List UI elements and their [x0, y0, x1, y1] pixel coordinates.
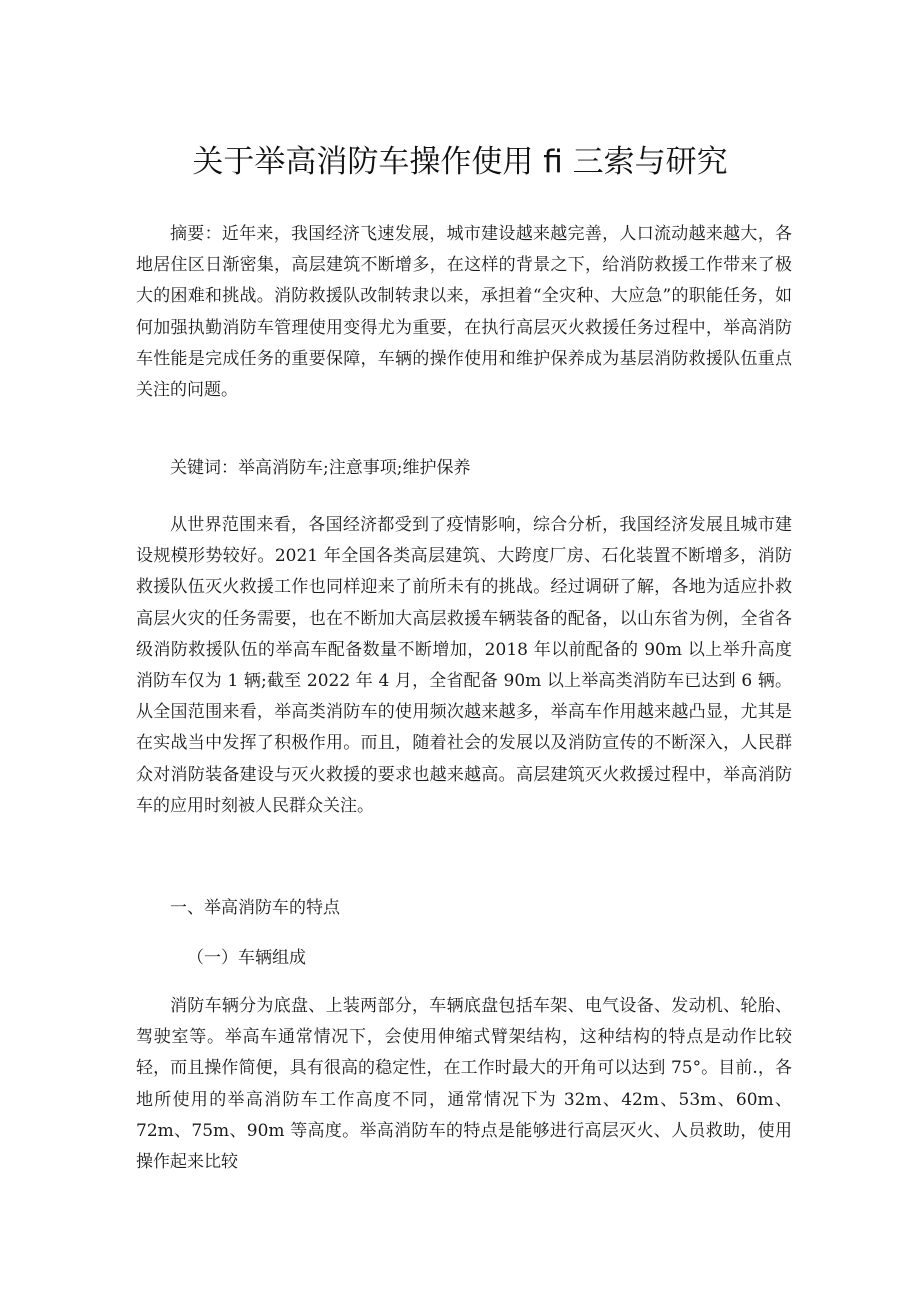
document-title: 关于举高消防车操作使用 fi 三索与研究: [192, 144, 728, 180]
abstract-paragraph: 摘要：近年来，我国经济飞速发展，城市建设越来越完善，人口流动越来越大，各地居住区日渐密集，高层建筑不断增多，在这样的背景之下，给消防救援工作带来了极大的困难和挑战。消防救援队改制转隶以来，承担着“全灾种、大应急”的职能任务，如何加强执勤消防车管理使用变得尤为重要，在执行高层灭火救援任务过程中，举高消防车性能是完成任务的重要保障，车辆的操作使用和维护保养成为基层消防救援队伍重点关注的问题。: [136, 224, 792, 401]
subsection-heading: （一）车辆组成: [187, 948, 306, 968]
intro-paragraph: 从世界范围来看，各国经济都受到了疫情影响，综合分析，我国经济发展且城市建设规模形势较好。2021 年全国各类高层建筑、大跨度厂房、石化装置不断增多，消防救援队伍灭火救援工作也同样迎来了前所未有的挑战。经过调研了解，各地为适应扑救高层火灾的任务需要，也在不断加大高层救援车辆装备的配备，以山东省为例，全省各级消防救援队伍的举高车配备数量不断增加，2018 年以前配备的 90m 以上举升高度消防车仅为 1 辆;截至 2022 年 4 月，全省配备 90m 以上举高类消防车已达到 6 辆。从全国范围来看，举高类消防车的使用频次越来越多，举高车作用越来越凸显，尤其是在实战当中发挥了积极作用。而且，随着社会的发展以及消防宣传的不断深入，人民群众对消防装备建设与灭火救援的要求也越来越高。高层建筑灭火救援过程中，举高消防车的应用时刻被人民群众关注。: [136, 515, 792, 816]
body-paragraph: 消防车辆分为底盘、上装两部分，车辆底盘包括车架、电气设备、发动机、轮胎、驾驶室等。举高车通常情况下，会使用伸缩式臂架结构，这种结构的特点是动作比较轻，而且操作简便，具有很高的稳定性，在工作时最大的开角可以达到 75°。目前.，各地所使用的举高消防车工作高度不同，通常情况下为 32m、42m、53m、60m、72m、75m、90m 等高度。举高消防车的特点是能够进行高层灭火、人员救助，使用操作起来比较: [136, 996, 792, 1173]
keywords-paragraph: 关键词：举高消防车;注意事项;维护保养: [170, 458, 471, 478]
section-heading: 一、举高消防车的特点: [170, 898, 340, 918]
